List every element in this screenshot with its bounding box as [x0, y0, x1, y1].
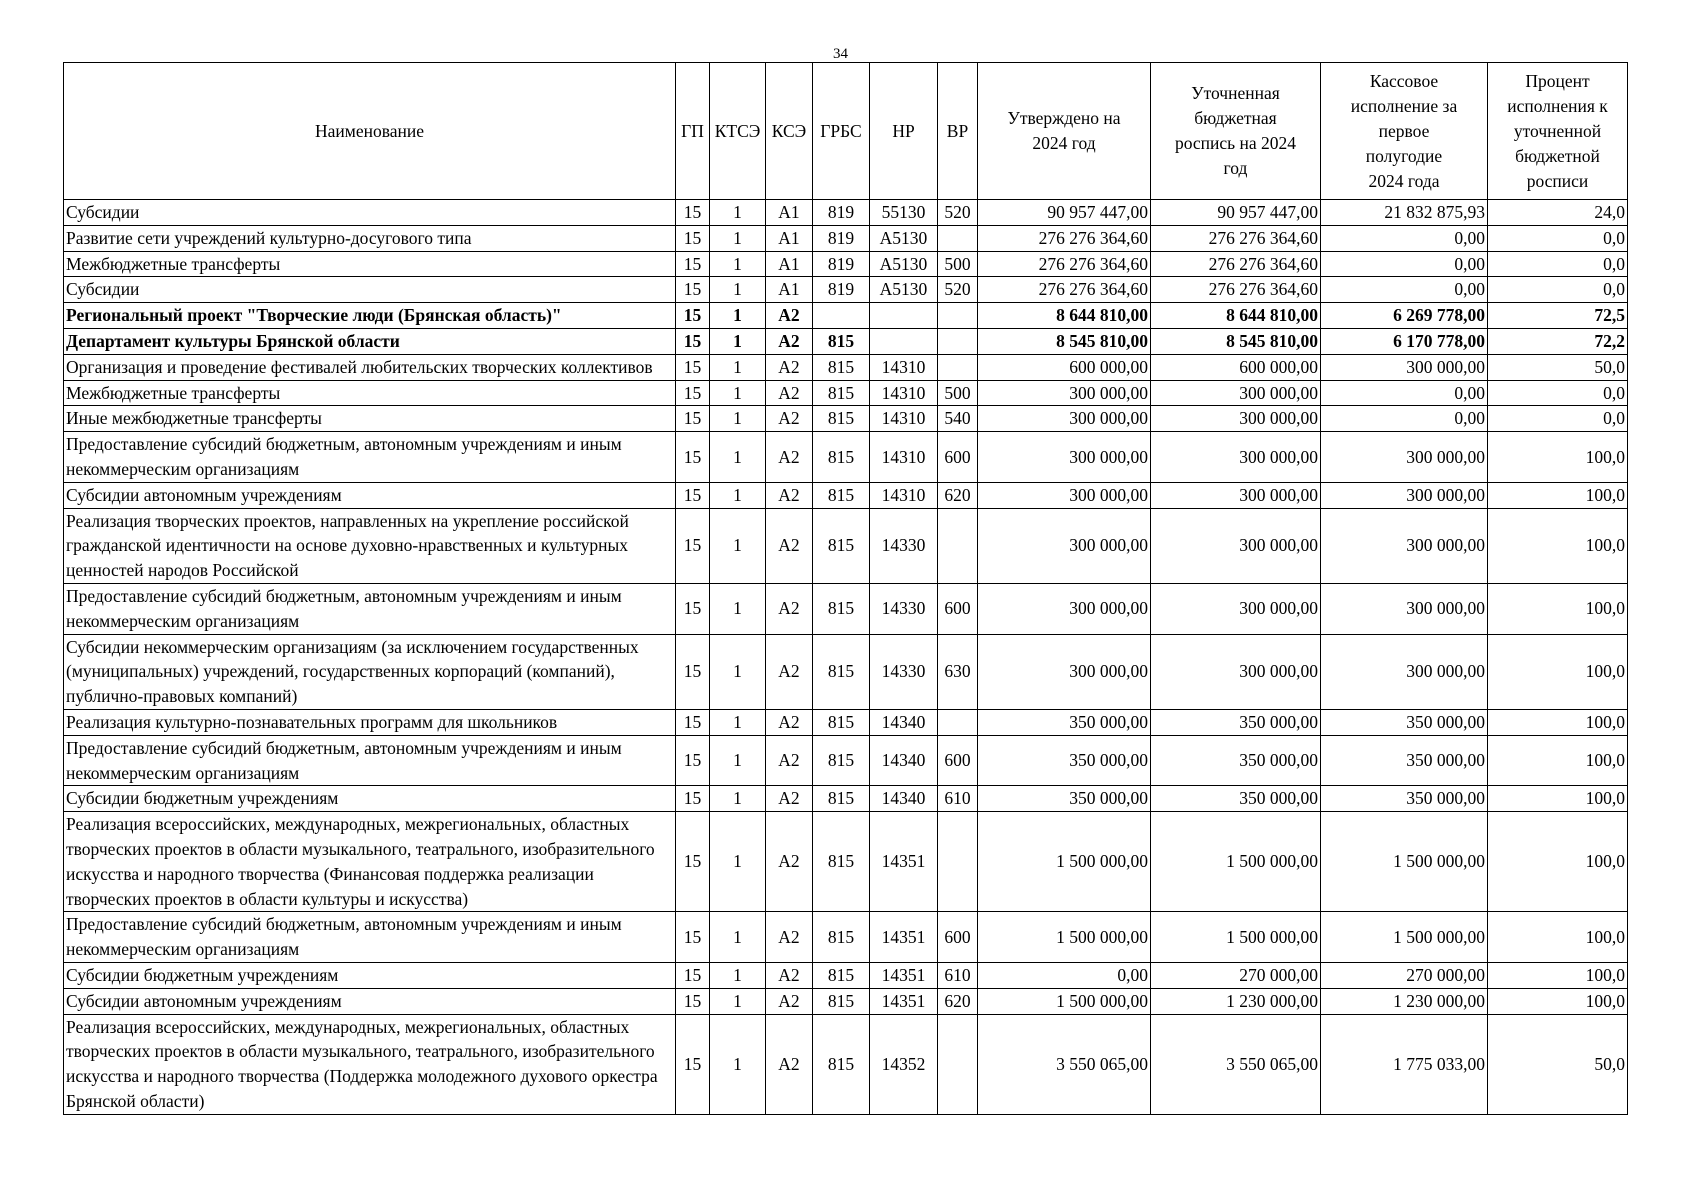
cell-gp: 15: [676, 380, 710, 406]
cell-name: Реализация творческих проектов, направленных на укрепление российской гражданской идентичности на основе духовно-нравственных и культурных ценностей народов Российской: [64, 508, 676, 583]
cell-np: 14310: [870, 380, 938, 406]
cell-percent: 0,0: [1488, 251, 1628, 277]
cell-name: Реализация культурно-познавательных программ для школьников: [64, 709, 676, 735]
cell-cash: 1 500 000,00: [1321, 812, 1488, 912]
cell-kse: А2: [766, 735, 813, 786]
cell-np: А5130: [870, 277, 938, 303]
cell-gp: 15: [676, 200, 710, 226]
cell-vr: 630: [938, 634, 978, 709]
cell-vr: [938, 303, 978, 329]
cell-kse: А2: [766, 709, 813, 735]
cell-gp: 15: [676, 634, 710, 709]
cell-percent: 100,0: [1488, 786, 1628, 812]
cell-kse: А1: [766, 200, 813, 226]
cell-refined: 276 276 364,60: [1151, 277, 1321, 303]
cell-cash: 21 832 875,93: [1321, 200, 1488, 226]
cell-gp: 15: [676, 583, 710, 634]
cell-grbs: 815: [813, 432, 870, 483]
cell-percent: 100,0: [1488, 634, 1628, 709]
cell-name: Предоставление субсидий бюджетным, автономным учреждениям и иным некоммерческим организациям: [64, 583, 676, 634]
table-row: [64, 251, 1628, 277]
table-row: [64, 277, 1628, 303]
cell-vr: [938, 1014, 978, 1114]
cell-name: Предоставление субсидий бюджетным, автономным учреждениям и иным некоммерческим организациям: [64, 432, 676, 483]
cell-cash: 300 000,00: [1321, 354, 1488, 380]
cell-vr: 600: [938, 735, 978, 786]
cell-cash: 300 000,00: [1321, 634, 1488, 709]
table-row: [64, 200, 1628, 226]
header-ktse: КТСЭ: [710, 63, 766, 200]
cell-kse: А2: [766, 912, 813, 963]
cell-refined: 300 000,00: [1151, 583, 1321, 634]
cell-gp: 15: [676, 406, 710, 432]
cell-ktse: 1: [710, 482, 766, 508]
table-row: [64, 912, 1628, 963]
cell-approved: 90 957 447,00: [978, 200, 1151, 226]
cell-ktse: 1: [710, 962, 766, 988]
cell-cash: 350 000,00: [1321, 735, 1488, 786]
cell-ktse: 1: [710, 328, 766, 354]
cell-vr: 540: [938, 406, 978, 432]
cell-name: Реализация всероссийских, международных, межрегиональных, областных творческих проектов в области музыкального, театрального, изобразительного искусства и народного творчества (Финансовая поддержка реализации творческих проектов в области культуры и искусства): [64, 812, 676, 912]
cell-name: Межбюджетные трансферты: [64, 380, 676, 406]
cell-refined: 3 550 065,00: [1151, 1014, 1321, 1114]
cell-approved: 1 500 000,00: [978, 812, 1151, 912]
cell-ktse: 1: [710, 508, 766, 583]
table-row: [64, 786, 1628, 812]
cell-vr: 520: [938, 277, 978, 303]
cell-vr: 600: [938, 432, 978, 483]
cell-percent: 72,5: [1488, 303, 1628, 329]
header-cash: Кассовое исполнение за первое полугодие 2024 года: [1321, 63, 1488, 200]
cell-ktse: 1: [710, 634, 766, 709]
cell-ktse: 1: [710, 380, 766, 406]
cell-percent: 0,0: [1488, 380, 1628, 406]
cell-cash: 6 170 778,00: [1321, 328, 1488, 354]
cell-refined: 300 000,00: [1151, 482, 1321, 508]
table-row: [64, 709, 1628, 735]
cell-gp: 15: [676, 508, 710, 583]
cell-kse: А1: [766, 251, 813, 277]
cell-ktse: 1: [710, 354, 766, 380]
cell-vr: 520: [938, 200, 978, 226]
cell-gp: 15: [676, 1014, 710, 1114]
cell-cash: 300 000,00: [1321, 432, 1488, 483]
cell-name: Межбюджетные трансферты: [64, 251, 676, 277]
cell-kse: А2: [766, 988, 813, 1014]
cell-refined: 600 000,00: [1151, 354, 1321, 380]
header-kse: КСЭ: [766, 63, 813, 200]
cell-gp: 15: [676, 786, 710, 812]
header-approved: Утверждено на 2024 год: [978, 63, 1151, 200]
cell-kse: А2: [766, 380, 813, 406]
cell-gp: 15: [676, 225, 710, 251]
cell-ktse: 1: [710, 432, 766, 483]
cell-np: 14351: [870, 812, 938, 912]
cell-approved: 1 500 000,00: [978, 988, 1151, 1014]
cell-cash: 300 000,00: [1321, 482, 1488, 508]
cell-ktse: 1: [710, 1014, 766, 1114]
cell-name: Предоставление субсидий бюджетным, автономным учреждениям и иным некоммерческим организациям: [64, 735, 676, 786]
cell-cash: 350 000,00: [1321, 709, 1488, 735]
cell-kse: А2: [766, 583, 813, 634]
cell-ktse: 1: [710, 583, 766, 634]
cell-name: Организация и проведение фестивалей любительских творческих коллективов: [64, 354, 676, 380]
cell-refined: 276 276 364,60: [1151, 251, 1321, 277]
cell-approved: 300 000,00: [978, 432, 1151, 483]
table-body: [64, 200, 1628, 1115]
cell-cash: 6 269 778,00: [1321, 303, 1488, 329]
cell-name: Субсидии автономным учреждениям: [64, 988, 676, 1014]
cell-percent: 100,0: [1488, 812, 1628, 912]
cell-gp: 15: [676, 251, 710, 277]
cell-grbs: 815: [813, 735, 870, 786]
cell-percent: 100,0: [1488, 508, 1628, 583]
cell-gp: 15: [676, 328, 710, 354]
cell-kse: А2: [766, 354, 813, 380]
cell-cash: 0,00: [1321, 251, 1488, 277]
table-row: [64, 406, 1628, 432]
cell-refined: 300 000,00: [1151, 508, 1321, 583]
cell-cash: 300 000,00: [1321, 583, 1488, 634]
cell-np: 14310: [870, 482, 938, 508]
cell-ktse: 1: [710, 225, 766, 251]
cell-approved: 3 550 065,00: [978, 1014, 1151, 1114]
cell-vr: [938, 508, 978, 583]
cell-name: Субсидии: [64, 200, 676, 226]
cell-np: 14340: [870, 786, 938, 812]
cell-gp: 15: [676, 709, 710, 735]
cell-kse: А2: [766, 962, 813, 988]
cell-grbs: 815: [813, 988, 870, 1014]
cell-ktse: 1: [710, 988, 766, 1014]
cell-cash: 0,00: [1321, 380, 1488, 406]
cell-approved: 276 276 364,60: [978, 225, 1151, 251]
cell-grbs: 815: [813, 328, 870, 354]
cell-name: Иные межбюджетные трансферты: [64, 406, 676, 432]
cell-kse: А2: [766, 406, 813, 432]
cell-refined: 90 957 447,00: [1151, 200, 1321, 226]
table-row: [64, 962, 1628, 988]
cell-gp: 15: [676, 962, 710, 988]
cell-name: Развитие сети учреждений культурно-досугового типа: [64, 225, 676, 251]
cell-ktse: 1: [710, 812, 766, 912]
cell-percent: 100,0: [1488, 962, 1628, 988]
cell-percent: 100,0: [1488, 709, 1628, 735]
cell-name: Субсидии некоммерческим организациям (за исключением государственных (муниципальных) учреждений, государственных корпораций (компаний), публично-правовых компаний): [64, 634, 676, 709]
cell-cash: 0,00: [1321, 225, 1488, 251]
cell-np: 14351: [870, 962, 938, 988]
cell-grbs: 815: [813, 812, 870, 912]
cell-percent: 0,0: [1488, 406, 1628, 432]
cell-approved: 276 276 364,60: [978, 251, 1151, 277]
cell-percent: 0,0: [1488, 277, 1628, 303]
cell-np: [870, 328, 938, 354]
cell-percent: 50,0: [1488, 1014, 1628, 1114]
cell-kse: А2: [766, 303, 813, 329]
header-np: НР: [870, 63, 938, 200]
table-row: [64, 432, 1628, 483]
cell-grbs: 815: [813, 786, 870, 812]
cell-cash: 300 000,00: [1321, 508, 1488, 583]
cell-approved: 300 000,00: [978, 634, 1151, 709]
cell-grbs: 819: [813, 200, 870, 226]
cell-approved: 8 644 810,00: [978, 303, 1151, 329]
cell-approved: 1 500 000,00: [978, 912, 1151, 963]
cell-name: Субсидии автономным учреждениям: [64, 482, 676, 508]
table-row: [64, 812, 1628, 912]
cell-refined: 350 000,00: [1151, 709, 1321, 735]
cell-cash: 0,00: [1321, 406, 1488, 432]
cell-np: 14310: [870, 406, 938, 432]
cell-refined: 300 000,00: [1151, 380, 1321, 406]
cell-refined: 1 500 000,00: [1151, 812, 1321, 912]
cell-refined: 300 000,00: [1151, 634, 1321, 709]
cell-kse: А2: [766, 508, 813, 583]
cell-np: 14310: [870, 432, 938, 483]
cell-ktse: 1: [710, 786, 766, 812]
table-header: [64, 63, 1628, 200]
cell-vr: 610: [938, 786, 978, 812]
cell-kse: А2: [766, 634, 813, 709]
header-name: Наименование: [64, 63, 676, 200]
cell-approved: 350 000,00: [978, 735, 1151, 786]
cell-ktse: 1: [710, 735, 766, 786]
cell-np: 14351: [870, 912, 938, 963]
cell-refined: 270 000,00: [1151, 962, 1321, 988]
cell-grbs: 815: [813, 709, 870, 735]
cell-name: Региональный проект "Творческие люди (Брянская область)": [64, 303, 676, 329]
cell-grbs: 815: [813, 508, 870, 583]
cell-name: Предоставление субсидий бюджетным, автономным учреждениям и иным некоммерческим организациям: [64, 912, 676, 963]
cell-name: Департамент культуры Брянской области: [64, 328, 676, 354]
cell-percent: 100,0: [1488, 583, 1628, 634]
cell-vr: 620: [938, 988, 978, 1014]
table-row: [64, 1014, 1628, 1114]
cell-gp: 15: [676, 277, 710, 303]
cell-ktse: 1: [710, 277, 766, 303]
cell-name: Субсидии бюджетным учреждениям: [64, 786, 676, 812]
cell-np: 14330: [870, 508, 938, 583]
cell-approved: 276 276 364,60: [978, 277, 1151, 303]
cell-np: 14310: [870, 354, 938, 380]
cell-percent: 100,0: [1488, 988, 1628, 1014]
table-row: [64, 583, 1628, 634]
cell-approved: 350 000,00: [978, 709, 1151, 735]
cell-approved: 300 000,00: [978, 380, 1151, 406]
table-row: [64, 508, 1628, 583]
cell-percent: 24,0: [1488, 200, 1628, 226]
table-row: [64, 303, 1628, 329]
header-grbs: ГРБС: [813, 63, 870, 200]
cell-kse: А2: [766, 432, 813, 483]
cell-np: 14330: [870, 583, 938, 634]
cell-grbs: 815: [813, 962, 870, 988]
cell-np: 14351: [870, 988, 938, 1014]
cell-np: 14330: [870, 634, 938, 709]
cell-ktse: 1: [710, 303, 766, 329]
budget-table: [63, 62, 1628, 1115]
cell-kse: А2: [766, 482, 813, 508]
cell-kse: А2: [766, 812, 813, 912]
cell-grbs: 819: [813, 225, 870, 251]
table-row: [64, 354, 1628, 380]
cell-cash: 1 500 000,00: [1321, 912, 1488, 963]
cell-gp: 15: [676, 735, 710, 786]
cell-refined: 276 276 364,60: [1151, 225, 1321, 251]
cell-vr: 600: [938, 912, 978, 963]
cell-percent: 100,0: [1488, 432, 1628, 483]
cell-grbs: 815: [813, 1014, 870, 1114]
cell-grbs: 815: [813, 634, 870, 709]
cell-np: [870, 303, 938, 329]
table-row: [64, 225, 1628, 251]
table-row: [64, 380, 1628, 406]
cell-gp: 15: [676, 432, 710, 483]
cell-percent: 50,0: [1488, 354, 1628, 380]
header-refined: Уточненная бюджетная роспись на 2024 год: [1151, 63, 1321, 200]
cell-vr: 500: [938, 380, 978, 406]
cell-vr: 620: [938, 482, 978, 508]
cell-grbs: 819: [813, 277, 870, 303]
cell-cash: 350 000,00: [1321, 786, 1488, 812]
cell-ktse: 1: [710, 200, 766, 226]
cell-refined: 350 000,00: [1151, 735, 1321, 786]
cell-kse: А2: [766, 328, 813, 354]
cell-cash: 1 230 000,00: [1321, 988, 1488, 1014]
table-row: [64, 328, 1628, 354]
cell-gp: 15: [676, 988, 710, 1014]
cell-np: 55130: [870, 200, 938, 226]
header-percent: Процент исполнения к уточненной бюджетной росписи: [1488, 63, 1628, 200]
cell-cash: 1 775 033,00: [1321, 1014, 1488, 1114]
cell-gp: 15: [676, 812, 710, 912]
cell-np: 14340: [870, 735, 938, 786]
cell-grbs: 815: [813, 380, 870, 406]
cell-gp: 15: [676, 354, 710, 380]
cell-vr: 500: [938, 251, 978, 277]
cell-vr: [938, 709, 978, 735]
cell-grbs: 815: [813, 912, 870, 963]
cell-vr: [938, 328, 978, 354]
table-row: [64, 634, 1628, 709]
cell-vr: [938, 354, 978, 380]
cell-vr: 610: [938, 962, 978, 988]
cell-refined: 8 545 810,00: [1151, 328, 1321, 354]
cell-cash: 0,00: [1321, 277, 1488, 303]
cell-percent: 100,0: [1488, 482, 1628, 508]
cell-kse: А1: [766, 277, 813, 303]
cell-np: А5130: [870, 251, 938, 277]
cell-refined: 1 230 000,00: [1151, 988, 1321, 1014]
cell-approved: 300 000,00: [978, 406, 1151, 432]
cell-approved: 300 000,00: [978, 482, 1151, 508]
cell-cash: 270 000,00: [1321, 962, 1488, 988]
cell-ktse: 1: [710, 406, 766, 432]
cell-approved: 600 000,00: [978, 354, 1151, 380]
cell-vr: [938, 225, 978, 251]
cell-percent: 100,0: [1488, 912, 1628, 963]
cell-np: 14352: [870, 1014, 938, 1114]
page-number: 34: [833, 46, 848, 62]
cell-kse: А2: [766, 1014, 813, 1114]
cell-refined: 300 000,00: [1151, 432, 1321, 483]
cell-approved: 350 000,00: [978, 786, 1151, 812]
cell-name: Субсидии бюджетным учреждениям: [64, 962, 676, 988]
cell-kse: А2: [766, 786, 813, 812]
cell-refined: 8 644 810,00: [1151, 303, 1321, 329]
cell-approved: 300 000,00: [978, 583, 1151, 634]
cell-percent: 100,0: [1488, 735, 1628, 786]
cell-approved: 300 000,00: [978, 508, 1151, 583]
cell-name: Субсидии: [64, 277, 676, 303]
cell-approved: 0,00: [978, 962, 1151, 988]
cell-ktse: 1: [710, 709, 766, 735]
cell-ktse: 1: [710, 912, 766, 963]
table-row: [64, 735, 1628, 786]
cell-refined: 350 000,00: [1151, 786, 1321, 812]
cell-grbs: 819: [813, 251, 870, 277]
cell-grbs: 815: [813, 482, 870, 508]
cell-percent: 72,2: [1488, 328, 1628, 354]
table-row: [64, 988, 1628, 1014]
cell-np: 14340: [870, 709, 938, 735]
cell-name: Реализация всероссийских, международных, межрегиональных, областных творческих проектов в области музыкального, театрального, изобразительного искусства и народного творчества (Поддержка молодежного духового оркестра Брянской области): [64, 1014, 676, 1114]
cell-grbs: 815: [813, 406, 870, 432]
cell-refined: 300 000,00: [1151, 406, 1321, 432]
cell-np: А5130: [870, 225, 938, 251]
cell-grbs: [813, 303, 870, 329]
header-vr: ВР: [938, 63, 978, 200]
cell-percent: 0,0: [1488, 225, 1628, 251]
cell-grbs: 815: [813, 583, 870, 634]
cell-ktse: 1: [710, 251, 766, 277]
cell-gp: 15: [676, 482, 710, 508]
header-gp: ГП: [676, 63, 710, 200]
cell-gp: 15: [676, 912, 710, 963]
cell-grbs: 815: [813, 354, 870, 380]
cell-vr: [938, 812, 978, 912]
cell-refined: 1 500 000,00: [1151, 912, 1321, 963]
cell-vr: 600: [938, 583, 978, 634]
table-row: [64, 482, 1628, 508]
cell-approved: 8 545 810,00: [978, 328, 1151, 354]
cell-gp: 15: [676, 303, 710, 329]
cell-kse: А1: [766, 225, 813, 251]
